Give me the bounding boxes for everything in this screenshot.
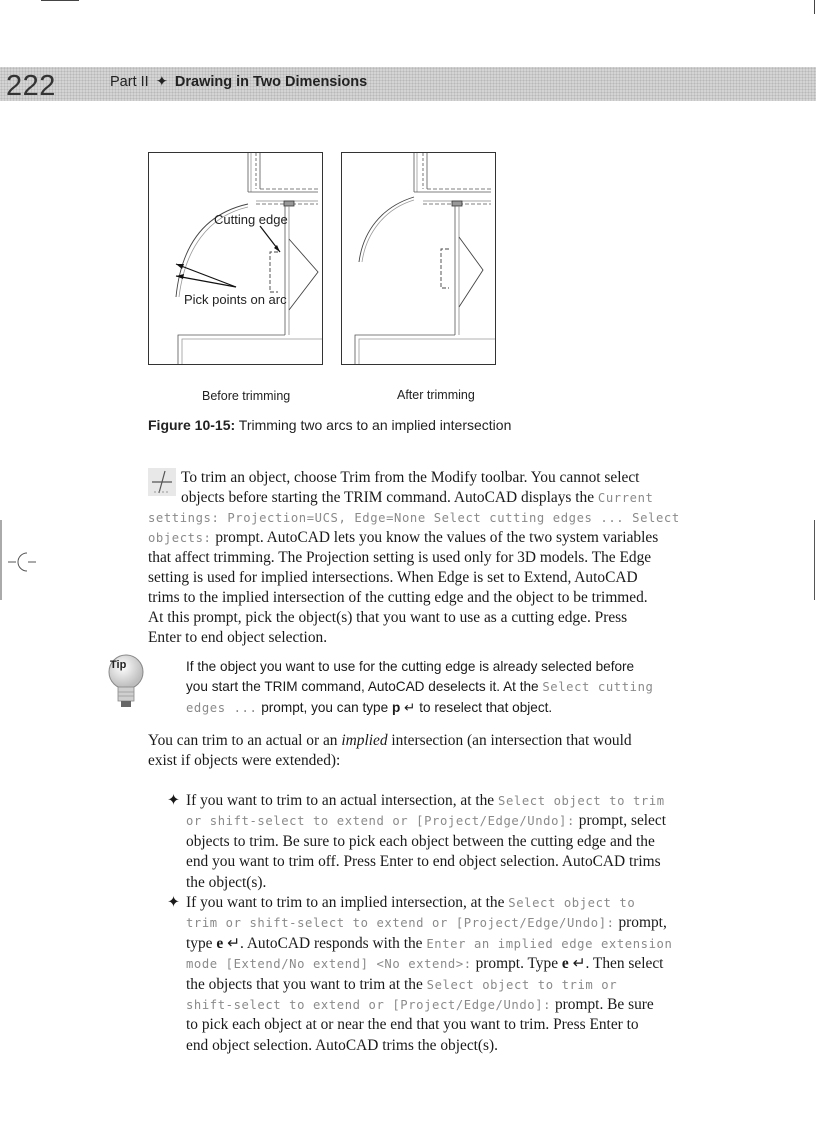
bullet1-line-3: objects to trim. Be sure to pick each object between the cutting edge and the	[186, 832, 655, 850]
tip-key: p	[391, 699, 401, 715]
trim-figure	[148, 152, 528, 370]
bullet2-line-3a: type	[186, 934, 213, 952]
crop-registration-mark	[0, 520, 40, 600]
para2-line-1	[148, 731, 632, 751]
right-crop-mark	[814, 520, 815, 600]
tip-line-2-code: Select cutting	[542, 680, 654, 695]
bullet2-line-5: the objects that you want to trim at the	[186, 975, 423, 993]
tip-line-3-code: edges ...	[186, 700, 258, 715]
intro-line-3	[148, 508, 680, 528]
tip-line-3-text: prompt, you can type	[261, 699, 389, 715]
bullet-star-icon: ✦	[167, 792, 180, 809]
pick-points-label: Pick points on arc	[184, 292, 287, 307]
cutting-edge-label: Cutting edge	[214, 212, 288, 227]
bullet2-line-4b: . Then select	[585, 955, 664, 973]
top-right-crop-mark	[814, 0, 815, 14]
after-trimming-label: After trimming	[397, 388, 475, 402]
bullet1-line-4: end you want to trim off. Press Enter to end object selection. AutoCAD trims	[186, 853, 661, 871]
tip-line-3-end: to reselect that object.	[419, 699, 553, 715]
enter-key-icon: ↵	[404, 699, 416, 715]
figure-caption-text: Trimming two arcs to an implied intersection	[238, 417, 512, 433]
tip-box	[186, 657, 706, 718]
bullet2-line-8: end object selection. AutoCAD trims the object(s).	[186, 1036, 499, 1054]
running-head	[110, 74, 367, 90]
bullet2-code-4: mode [Extend/No extend] <No extend>:	[186, 957, 472, 972]
intro-line-2	[181, 488, 653, 508]
bullet2-code-2: trim or shift-select to extend or [Project/Edge/Undo]:	[186, 916, 615, 931]
bullet1-code-1: Select object to trim	[498, 794, 665, 808]
bullet2-line-6: prompt. Be sure	[554, 996, 654, 1014]
bullet2-key: e	[216, 934, 224, 952]
bullet1-line-2: prompt, select	[578, 812, 666, 830]
bullet2-code-5: Select object to trim or	[426, 977, 618, 992]
intro-line-7: trims to the implied intersection of the cutting edge and the object to be trimmed.	[148, 589, 648, 606]
bullet2-key-2: e	[561, 955, 569, 973]
tip-line-2-text: you start the TRIM command, AutoCAD deselects it. At the	[186, 679, 539, 695]
intro-line-1: To trim an object, choose Trim from the Modify toolbar. You cannot select	[181, 469, 640, 486]
bullet1-line-5: the object(s).	[186, 873, 267, 891]
trim-tool-icon	[148, 468, 176, 496]
para2-text-b: intersection (an intersection that would	[391, 732, 632, 749]
part-label: Part II	[110, 74, 149, 90]
intro-line-6: setting is used for implied intersections. When Edge is set to Extend, AutoCAD	[148, 569, 638, 586]
bullet-item-implied	[167, 893, 712, 1056]
before-trimming-label: Before trimming	[202, 389, 291, 403]
para2-line-2: exist if objects were extended):	[148, 752, 341, 769]
figure-caption	[148, 417, 511, 433]
bullet-item-actual	[167, 791, 712, 893]
chapter-title: Drawing in Two Dimensions	[174, 74, 368, 90]
before-panel	[149, 153, 323, 365]
intro-line-2-code: Current	[597, 491, 654, 505]
bullet1-code-2: or shift-select to extend or [Project/Edge/Undo]:	[186, 814, 575, 829]
para2-text-a: You can trim to an actual or an	[148, 732, 338, 749]
para2-emphasis: implied	[341, 732, 388, 749]
bullet2-line-2: prompt,	[618, 914, 667, 932]
lightbulb-icon	[104, 652, 148, 712]
after-panel	[342, 153, 496, 365]
intro-line-4	[148, 528, 658, 548]
tip-line-2	[186, 677, 706, 697]
intro-line-8: At this prompt, pick the object(s) that you want to use as a cutting edge. Press	[148, 609, 628, 626]
tip-line-3	[186, 698, 706, 718]
bullet2-line-7: to pick each object at or near the end that you want to trim. Press Enter to	[186, 1016, 639, 1034]
intro-line-3-code: settings: Projection=UCS, Edge=None Select cutting edges ... Select	[148, 511, 680, 525]
bullet2-line-3b: . AutoCAD responds with the	[239, 934, 423, 952]
bullet2-line-4a: prompt. Type	[475, 955, 559, 973]
intro-line-5: that affect trimming. The Projection setting is used only for 3D models. The Edge	[148, 549, 652, 566]
intro-line-4-code: objects:	[148, 531, 212, 545]
intro-line-2-text: objects before starting the TRIM command. AutoCAD displays the	[181, 489, 595, 506]
intro-line-9: Enter to end object selection.	[148, 629, 328, 646]
figure-number: Figure 10-15:	[148, 417, 236, 433]
enter-key-icon: ↵	[572, 955, 586, 973]
bullet1-line-1: If you want to trim to an actual intersection, at the	[186, 792, 495, 809]
tip-line-1: If the object you want to use for the cutting edge is already selected before	[186, 659, 635, 674]
top-crop-rule	[41, 0, 79, 1]
separator-icon: ✦	[155, 74, 168, 90]
bullet2-code-1: Select object to	[508, 896, 636, 910]
bullet2-code-3: Enter an implied edge extension	[426, 936, 673, 951]
page-number: 222	[6, 70, 56, 102]
bullet-star-icon: ✦	[167, 894, 180, 911]
bullet2-line-1: If you want to trim to an implied intersection, at the	[186, 894, 505, 911]
bullet2-code-6: shift-select to extend or [Project/Edge/Undo]:	[186, 998, 552, 1013]
intro-line-4-text: prompt. AutoCAD lets you know the values of the two system variables	[215, 529, 659, 546]
tip-label: Tip	[110, 659, 127, 671]
enter-key-icon: ↵	[227, 934, 240, 952]
